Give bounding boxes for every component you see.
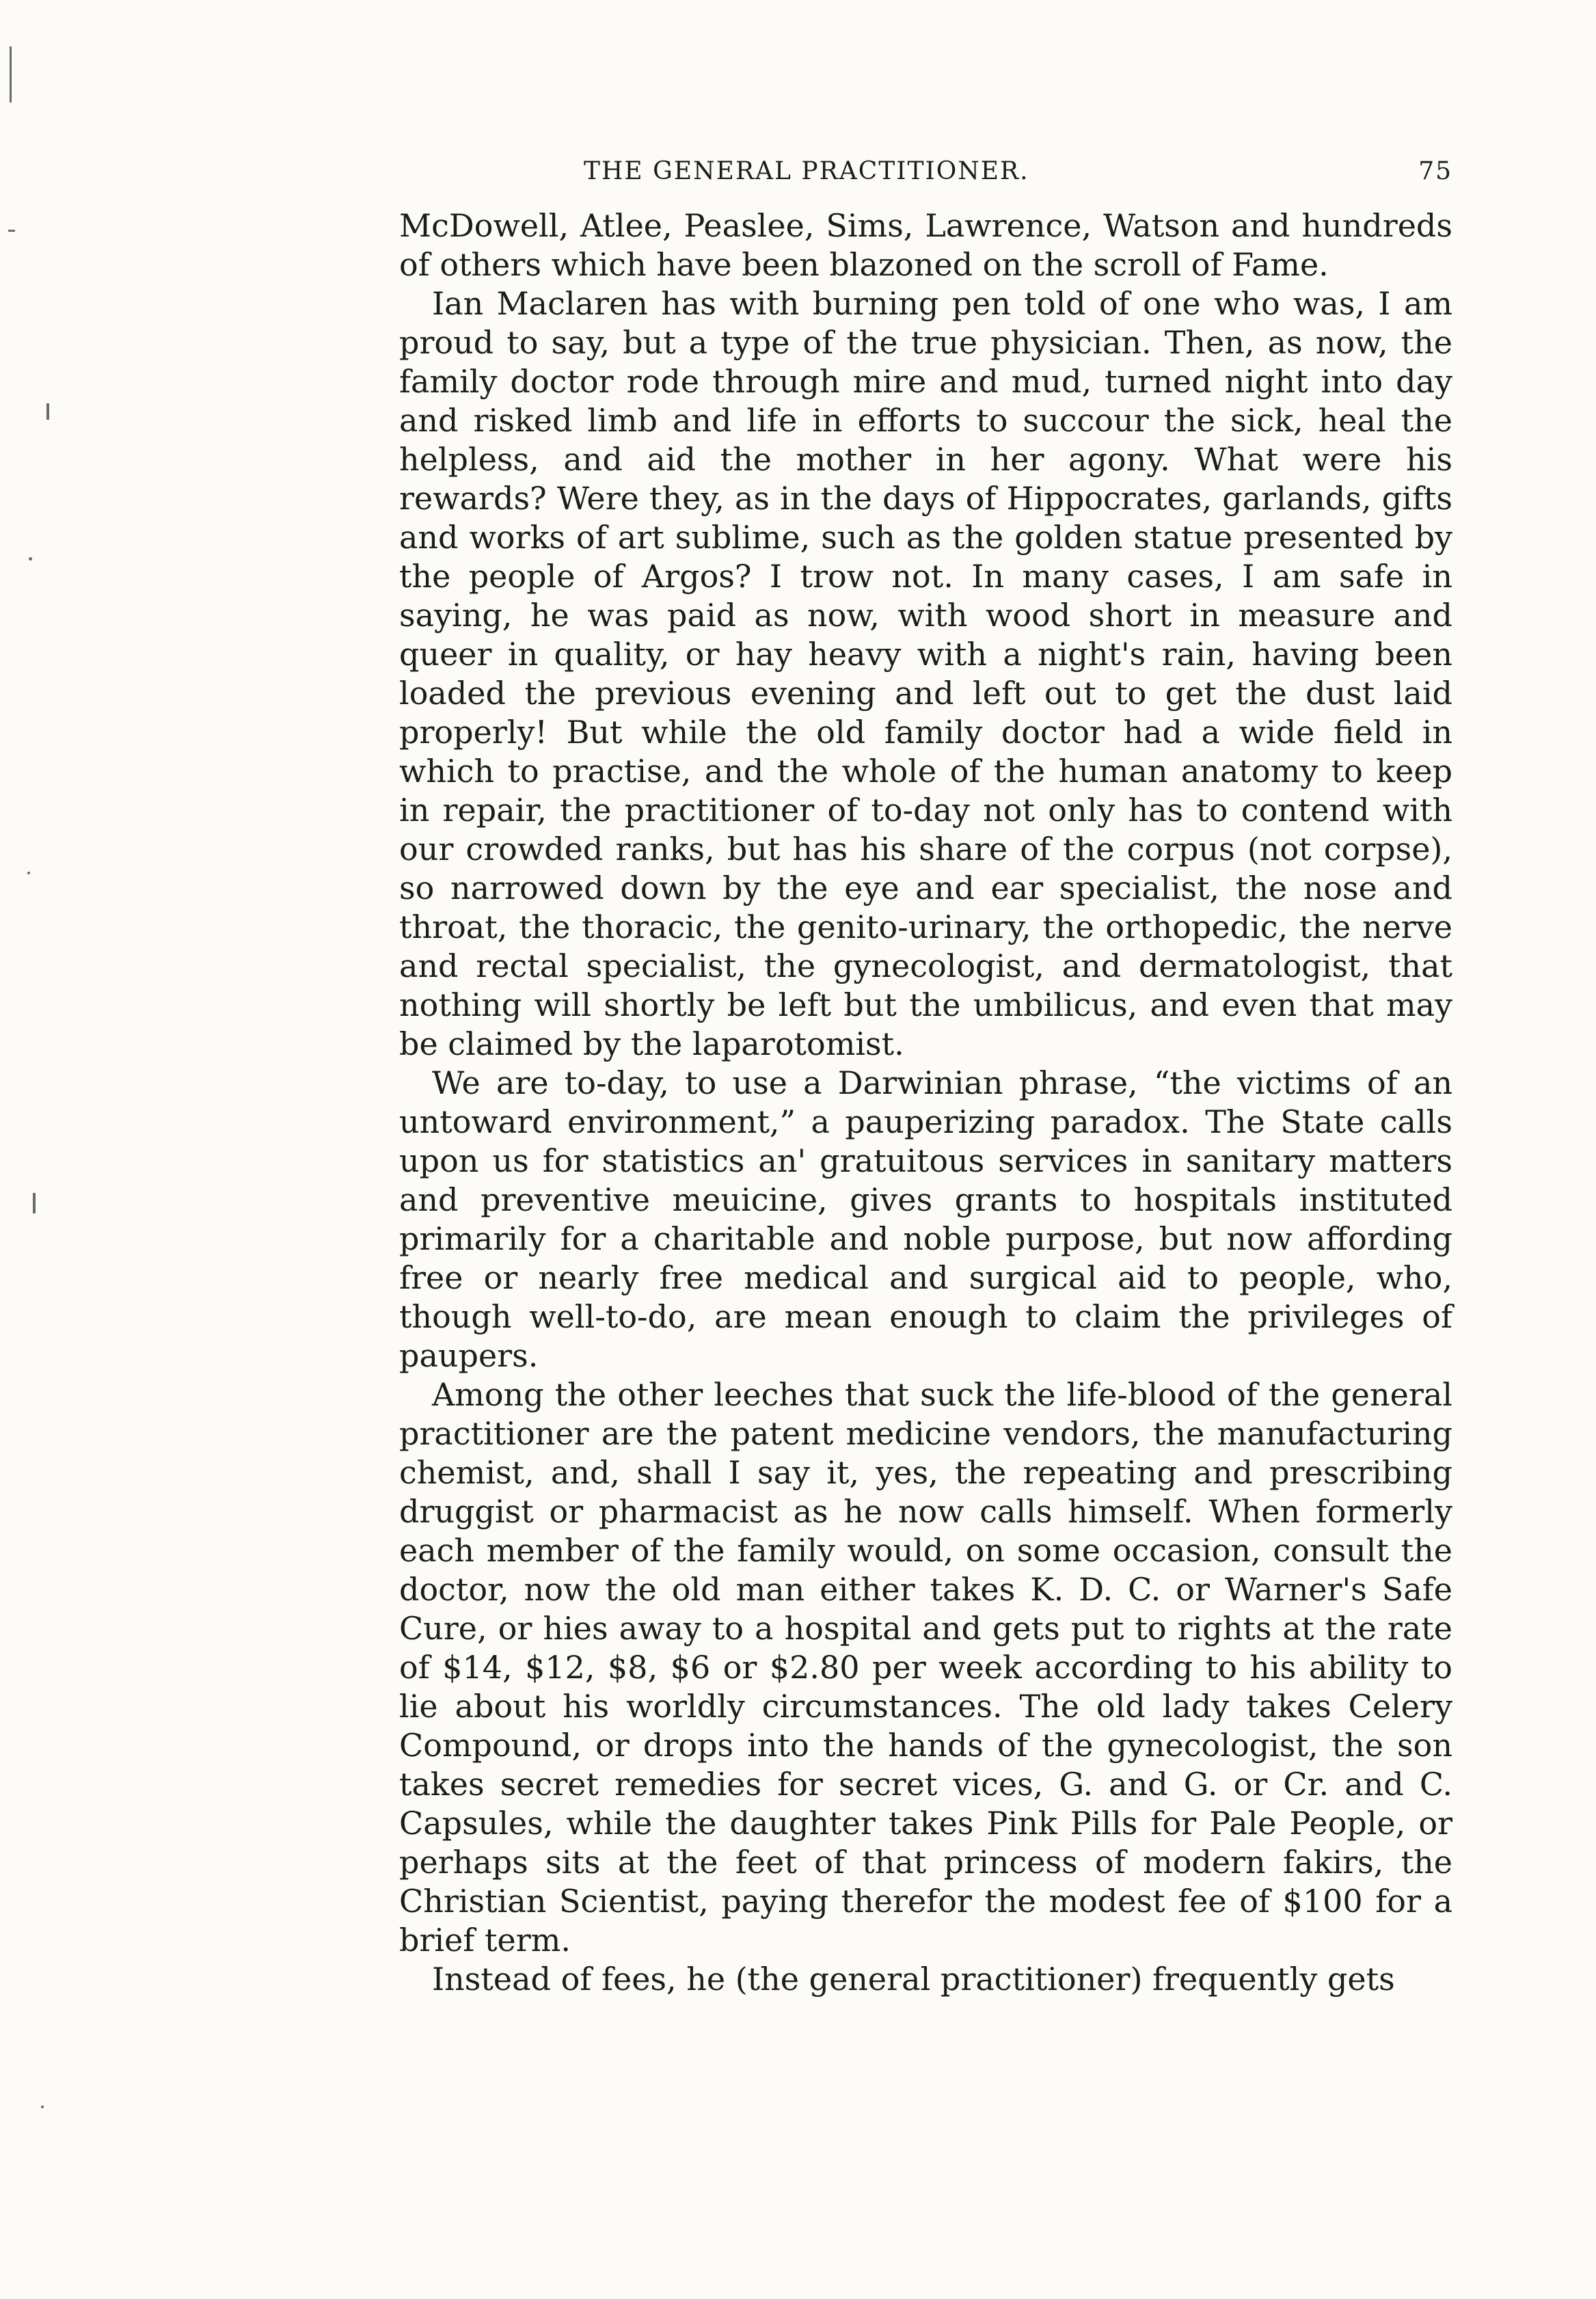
page-number: 75 [1418, 157, 1452, 185]
scan-margin-mark [41, 2106, 44, 2108]
running-header [399, 157, 1452, 194]
paragraph: McDowell, Atlee, Peaslee, Sims, Lawrence, Watson and hundreds of others which have been blazoned on the scroll of Fame. [399, 207, 1452, 283]
running-title: THE GENERAL PRACTITIONER. [584, 157, 1029, 185]
scan-margin-mark [8, 230, 15, 232]
body-text [399, 206, 1452, 1999]
paragraph: Instead of fees, he (the general practitioner) frequently gets [432, 1961, 1395, 1998]
scan-margin-mark [29, 557, 32, 561]
paragraph: Among the other leeches that suck the life-blood of the general practitioner are the patent medicine vendors, the manufacturing chemist, and, shall I say it, yes, the repeating and prescribing druggist or pharmacist as he now calls himself. When formerly each member of the family would, on some occasion, consult the doctor, now the old man either takes K. D. C. or Warner's Safe Cure, or hies away to a hospital and gets put to rights at the rate of $14, $12, $8, $6 or $2.80 per week according to his ability to lie about his worldly circumstances. The old lady takes Celery Compound, or drops into the hands of the gynecologist, the son takes secret remedies for secret vices, G. and G. or Cr. and C. Capsules, while the daughter takes Pink Pills for Pale People, or perhaps sits at the feet of that princess of modern fakirs, the Christian Scientist, paying therefor the modest fee of $100 for a brief term. [399, 1376, 1452, 1959]
scan-margin-mark [10, 46, 12, 103]
paragraph: We are to-day, to use a Darwinian phrase, “the victims of an untoward environment,” a pauperizing paradox. The State calls upon us for statistics an' gratuitous services in sanitary matters and preventive meuicine, gives grants to hospitals instituted primarily for a charitable and noble purpose, but now affording free or nearly free medical and surgical aid to people, who, though well-to-do, are mean enough to claim the privileges of paupers. [399, 1064, 1452, 1374]
scan-margin-mark [46, 403, 49, 420]
paragraph: Ian Maclaren has with burning pen told of one who was, I am proud to say, but a type of the true physician. Then, as now, the family doctor rode through mire and mud, turned night into day and risked limb and life in efforts to succour the sick, heal the helpless, and aid the mother in her agony. What were his rewards? Were they, as in the days of Hippocrates, garlands, gifts and works of art sublime, such as the golden statue presented by the people of Argos? I trow not. In many cases, I am safe in saying, he was paid as now, with wood short in measure and queer in quality, or hay heavy with a night's rain, having been loaded the previous evening and left out to get the dust laid properly! But while the old family doctor had a wide field in which to practise, and the whole of the human anatomy to keep in repair, the practitioner of to-day not only has to contend with our crowded ranks, but has his share of the corpus (not corpse), so narrowed down by the eye and ear specialist, the nose and throat, the thoracic, the genito-urinary, the orthopedic, the nerve and rectal specialist, the gynecologist, and dermatologist, that nothing will shortly be left but the umbilicus, and even that may be claimed by the laparotomist. [399, 285, 1452, 1062]
scan-margin-mark [27, 872, 30, 874]
scan-margin-mark [33, 1193, 36, 1213]
